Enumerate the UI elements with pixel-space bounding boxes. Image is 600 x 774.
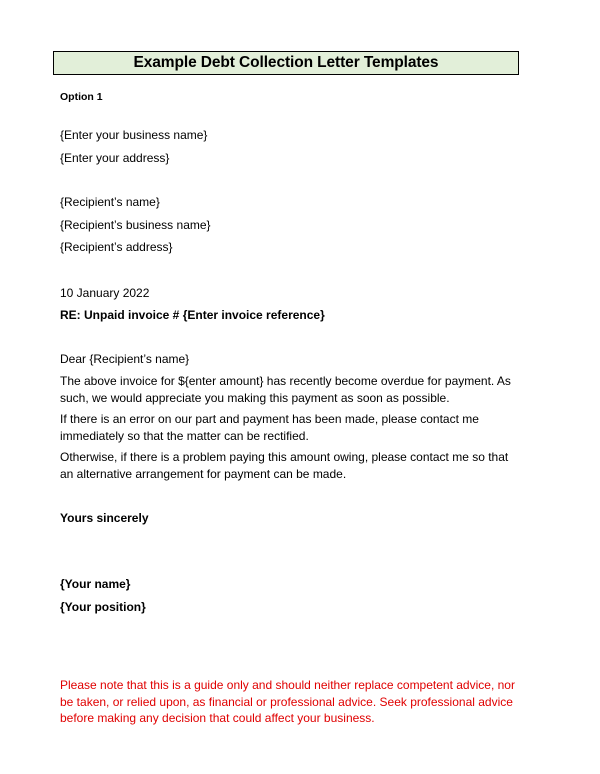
salutation: Dear {Recipient’s name} [60, 352, 190, 366]
disclaimer: Please note that this is a guide only and should neither replace competent advice, nor be taken, or relied upon, as financial or professional advice. Seek professional advice before making any decision that could affect your business. [60, 678, 515, 725]
sender-business-name: {Enter your business name} [60, 128, 208, 142]
signature-name: {Your name} [60, 577, 131, 591]
sender-address: {Enter your address} [60, 151, 170, 165]
re-line: RE: Unpaid invoice # {Enter invoice reference} [60, 308, 325, 322]
document-title: Example Debt Collection Letter Templates [53, 51, 519, 75]
option-label: Option 1 [60, 91, 103, 103]
body-paragraph-1: The above invoice for ${enter amount} has recently become overdue for payment. As such, we would appreciate you making this payment as soon as possible. [60, 374, 511, 405]
body-paragraph-3: Otherwise, if there is a problem paying this amount owing, please contact me so that an alternative arrangement for payment can be made. [60, 450, 509, 481]
recipient-business-name: {Recipient’s business name} [60, 218, 211, 232]
closing: Yours sincerely [60, 511, 149, 525]
signature-position: {Your position} [60, 600, 146, 614]
recipient-name: {Recipient’s name} [60, 195, 160, 209]
recipient-address: {Recipient’s address} [60, 240, 173, 254]
body-paragraph-2: If there is an error on our part and payment has been made, please contact me immediately so that the matter can be rectified. [60, 412, 479, 443]
letter-date: 10 January 2022 [60, 286, 150, 300]
